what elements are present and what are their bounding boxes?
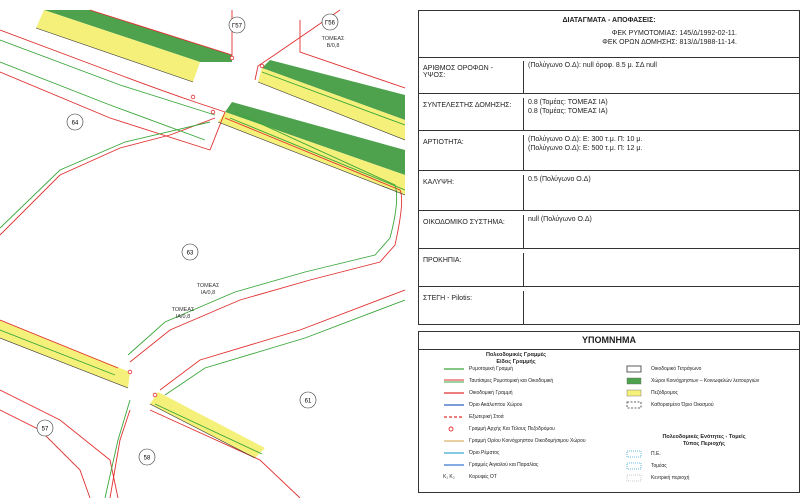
row-value: (Πολύγωνο Ο.Δ): null όροφ. 8.5 μ. ΣΔ null bbox=[523, 61, 795, 93]
row-setbacks bbox=[419, 249, 799, 287]
legend-symbol-icon bbox=[443, 389, 465, 397]
svg-text:63: 63 bbox=[186, 250, 194, 257]
legend-item-label: Ρυμοτομική Γραμμή bbox=[469, 366, 514, 372]
decisions-panel bbox=[418, 10, 800, 325]
row-label: ΚΑΛΥΨΗ: bbox=[423, 179, 455, 186]
block-label-g56 bbox=[322, 14, 338, 30]
legend-symbol-icon bbox=[625, 474, 647, 482]
legend-item-label: Οικοδομική Γραμμή bbox=[469, 390, 513, 396]
row-label: ΠΡΟΚΗΠΙΑ: bbox=[423, 257, 462, 264]
legend-item-label: Οικοδομικό Τετράγωνο bbox=[651, 366, 702, 372]
decisions-header bbox=[419, 11, 799, 58]
legend-item-label: Γραμμή Αρχής Και Τέλους Πεζοδρόμου bbox=[469, 426, 555, 432]
legend-item-label: Γραμμή Ορίου Κοινόχρηστου Οικοδομήσιμου Χώρου bbox=[469, 438, 586, 444]
legend-symbol-icon bbox=[625, 365, 647, 373]
block-label-64 bbox=[67, 114, 83, 130]
legend-item-label: Όριο Ακάλυπτου Χώρου bbox=[469, 402, 523, 408]
svg-text:57: 57 bbox=[41, 426, 49, 433]
legend-item-label: Όριο Ρέματος bbox=[469, 450, 500, 456]
legend-symbol-icon bbox=[443, 401, 465, 409]
block-label-63 bbox=[182, 244, 198, 260]
row-value: null (Πολύγωνο Ο.Δ) bbox=[523, 215, 795, 248]
row-label: ΟΙΚΟΔΟΜΙΚΟ ΣΥΣΤΗΜΑ: bbox=[423, 219, 505, 226]
legend-item-label: Π.Ε. bbox=[651, 451, 661, 457]
row-value bbox=[523, 253, 795, 286]
zone-top-line2: Β/0,8 bbox=[326, 43, 340, 49]
svg-text:Γ56: Γ56 bbox=[325, 20, 335, 27]
block-label-g57 bbox=[229, 17, 245, 33]
zone-low-line1: ΤΟΜΕΑΣ bbox=[171, 307, 195, 313]
svg-text:58: 58 bbox=[143, 455, 151, 462]
row-label: ΣΤΕΓΗ - Pilotis: bbox=[423, 295, 473, 302]
row-value bbox=[523, 291, 795, 325]
row-label: ΑΡΙΘΜΟΣ ΟΡΟΦΩΝ - ΥΨΟΣ: bbox=[423, 65, 493, 79]
block-label-61 bbox=[300, 392, 316, 408]
legend-item-label: Ταυτίσιμες Ρυμοτομική και Οικοδομική bbox=[469, 378, 554, 384]
legend-item-label: Γραμμές Αιγιαλού και Παραλίας bbox=[469, 462, 539, 468]
row-value: (Πολύγωνο Ο.Δ): Ε: 300 τ.μ. Π: 10 μ. (Πολύγωνο Ο.Δ): Ε: 500 τ.μ. Π: 12 μ. bbox=[523, 135, 795, 170]
legend-panel bbox=[418, 331, 800, 493]
legend-symbol-icon bbox=[625, 450, 647, 458]
legend-title: ΥΠΟΜΝΗΜΑ bbox=[419, 332, 799, 350]
zone-low-line2: ΙΑ/0,8 bbox=[175, 314, 191, 320]
row-building-coefficient bbox=[419, 94, 799, 131]
legend-symbol-icon bbox=[443, 425, 465, 433]
legend-symbol-icon bbox=[625, 401, 647, 409]
block-label-57 bbox=[37, 420, 53, 436]
row-building-system bbox=[419, 211, 799, 249]
legend-symbol-icon bbox=[443, 461, 465, 469]
legend-symbol-icon bbox=[443, 377, 465, 385]
block-label-58 bbox=[139, 449, 155, 465]
row-value: 0.8 (Τομέας: ΤΟΜΕΑΣ ΙΑ) 0.8 (Τομέας: ΤΟΜΕΑΣ ΙΑ) bbox=[523, 98, 795, 130]
legend-symbol-icon bbox=[443, 413, 465, 421]
zone-mid-line2: ΙΑ/0,8 bbox=[200, 290, 216, 296]
row-label: ΣΥΝΤΕΛΕΣΤΗΣ ΔΟΜΗΣΗΣ: bbox=[423, 102, 512, 109]
legend-symbol-icon bbox=[443, 365, 465, 373]
row-label: ΑΡΤΙΟΤΗΤΑ: bbox=[423, 139, 464, 146]
svg-text:Γ57: Γ57 bbox=[232, 23, 242, 30]
legend-item-label: Κορυφές ΟΤ bbox=[469, 474, 497, 480]
legend-symbol-icon bbox=[625, 377, 647, 385]
legend-symbol-icon bbox=[625, 462, 647, 470]
zone-top-line1: ΤΟΜΕΑΣ bbox=[321, 36, 345, 42]
legend-symbol-icon bbox=[625, 389, 647, 397]
legend-symbol-icon bbox=[443, 437, 465, 445]
legend-item-label: Χώροι Κοινόχρηστων – Κοινωφελών λειτουργιών bbox=[651, 378, 760, 384]
legend-symbol-icon: K₁ K₂ bbox=[443, 474, 455, 480]
legend-item-label: Εξωτερική Στοά bbox=[469, 414, 504, 420]
row-roof-pilotis bbox=[419, 287, 799, 325]
legend-left-heading: Πολεοδομικές Γραμμές Είδος Γραμμής bbox=[485, 352, 547, 365]
row-coverage bbox=[419, 171, 799, 211]
legend-symbol-icon bbox=[443, 449, 465, 457]
legend-item-label: Τομέας bbox=[651, 463, 667, 469]
fek-oron-domisis: ΦΕΚ ΟΡΩΝ ΔΟΜΗΣΗΣ: 813/Δ/1988-11-14. bbox=[602, 39, 737, 46]
row-floors-height bbox=[419, 57, 799, 94]
zone-mid-line1: ΤΟΜΕΑΣ bbox=[196, 283, 220, 289]
svg-text:64: 64 bbox=[71, 120, 79, 127]
row-artiotita bbox=[419, 131, 799, 171]
legend-item-label: Πεζόδρομος bbox=[651, 390, 678, 396]
row-value: 0.5 (Πολύγωνο Ο.Δ) bbox=[523, 175, 795, 210]
legend-item-label: Καθορισμένο Όριο Οικισμού bbox=[651, 402, 714, 408]
fek-rymotomias: ΦΕΚ ΡΥΜΟΤΟΜΙΑΣ: 145/Δ/1992-02-11. bbox=[611, 30, 737, 37]
svg-text:61: 61 bbox=[304, 398, 312, 405]
decisions-title: ΔΙΑΤΑΓΜΑΤΑ - ΑΠΟΦΑΣΕΙΣ: bbox=[562, 17, 656, 24]
legend-right-heading: Πολεοδομικές Ενότητες - Τομείς Τύπος Περιοχής bbox=[662, 434, 746, 447]
legend-item-label: Κεντρική περιοχή bbox=[651, 475, 690, 481]
